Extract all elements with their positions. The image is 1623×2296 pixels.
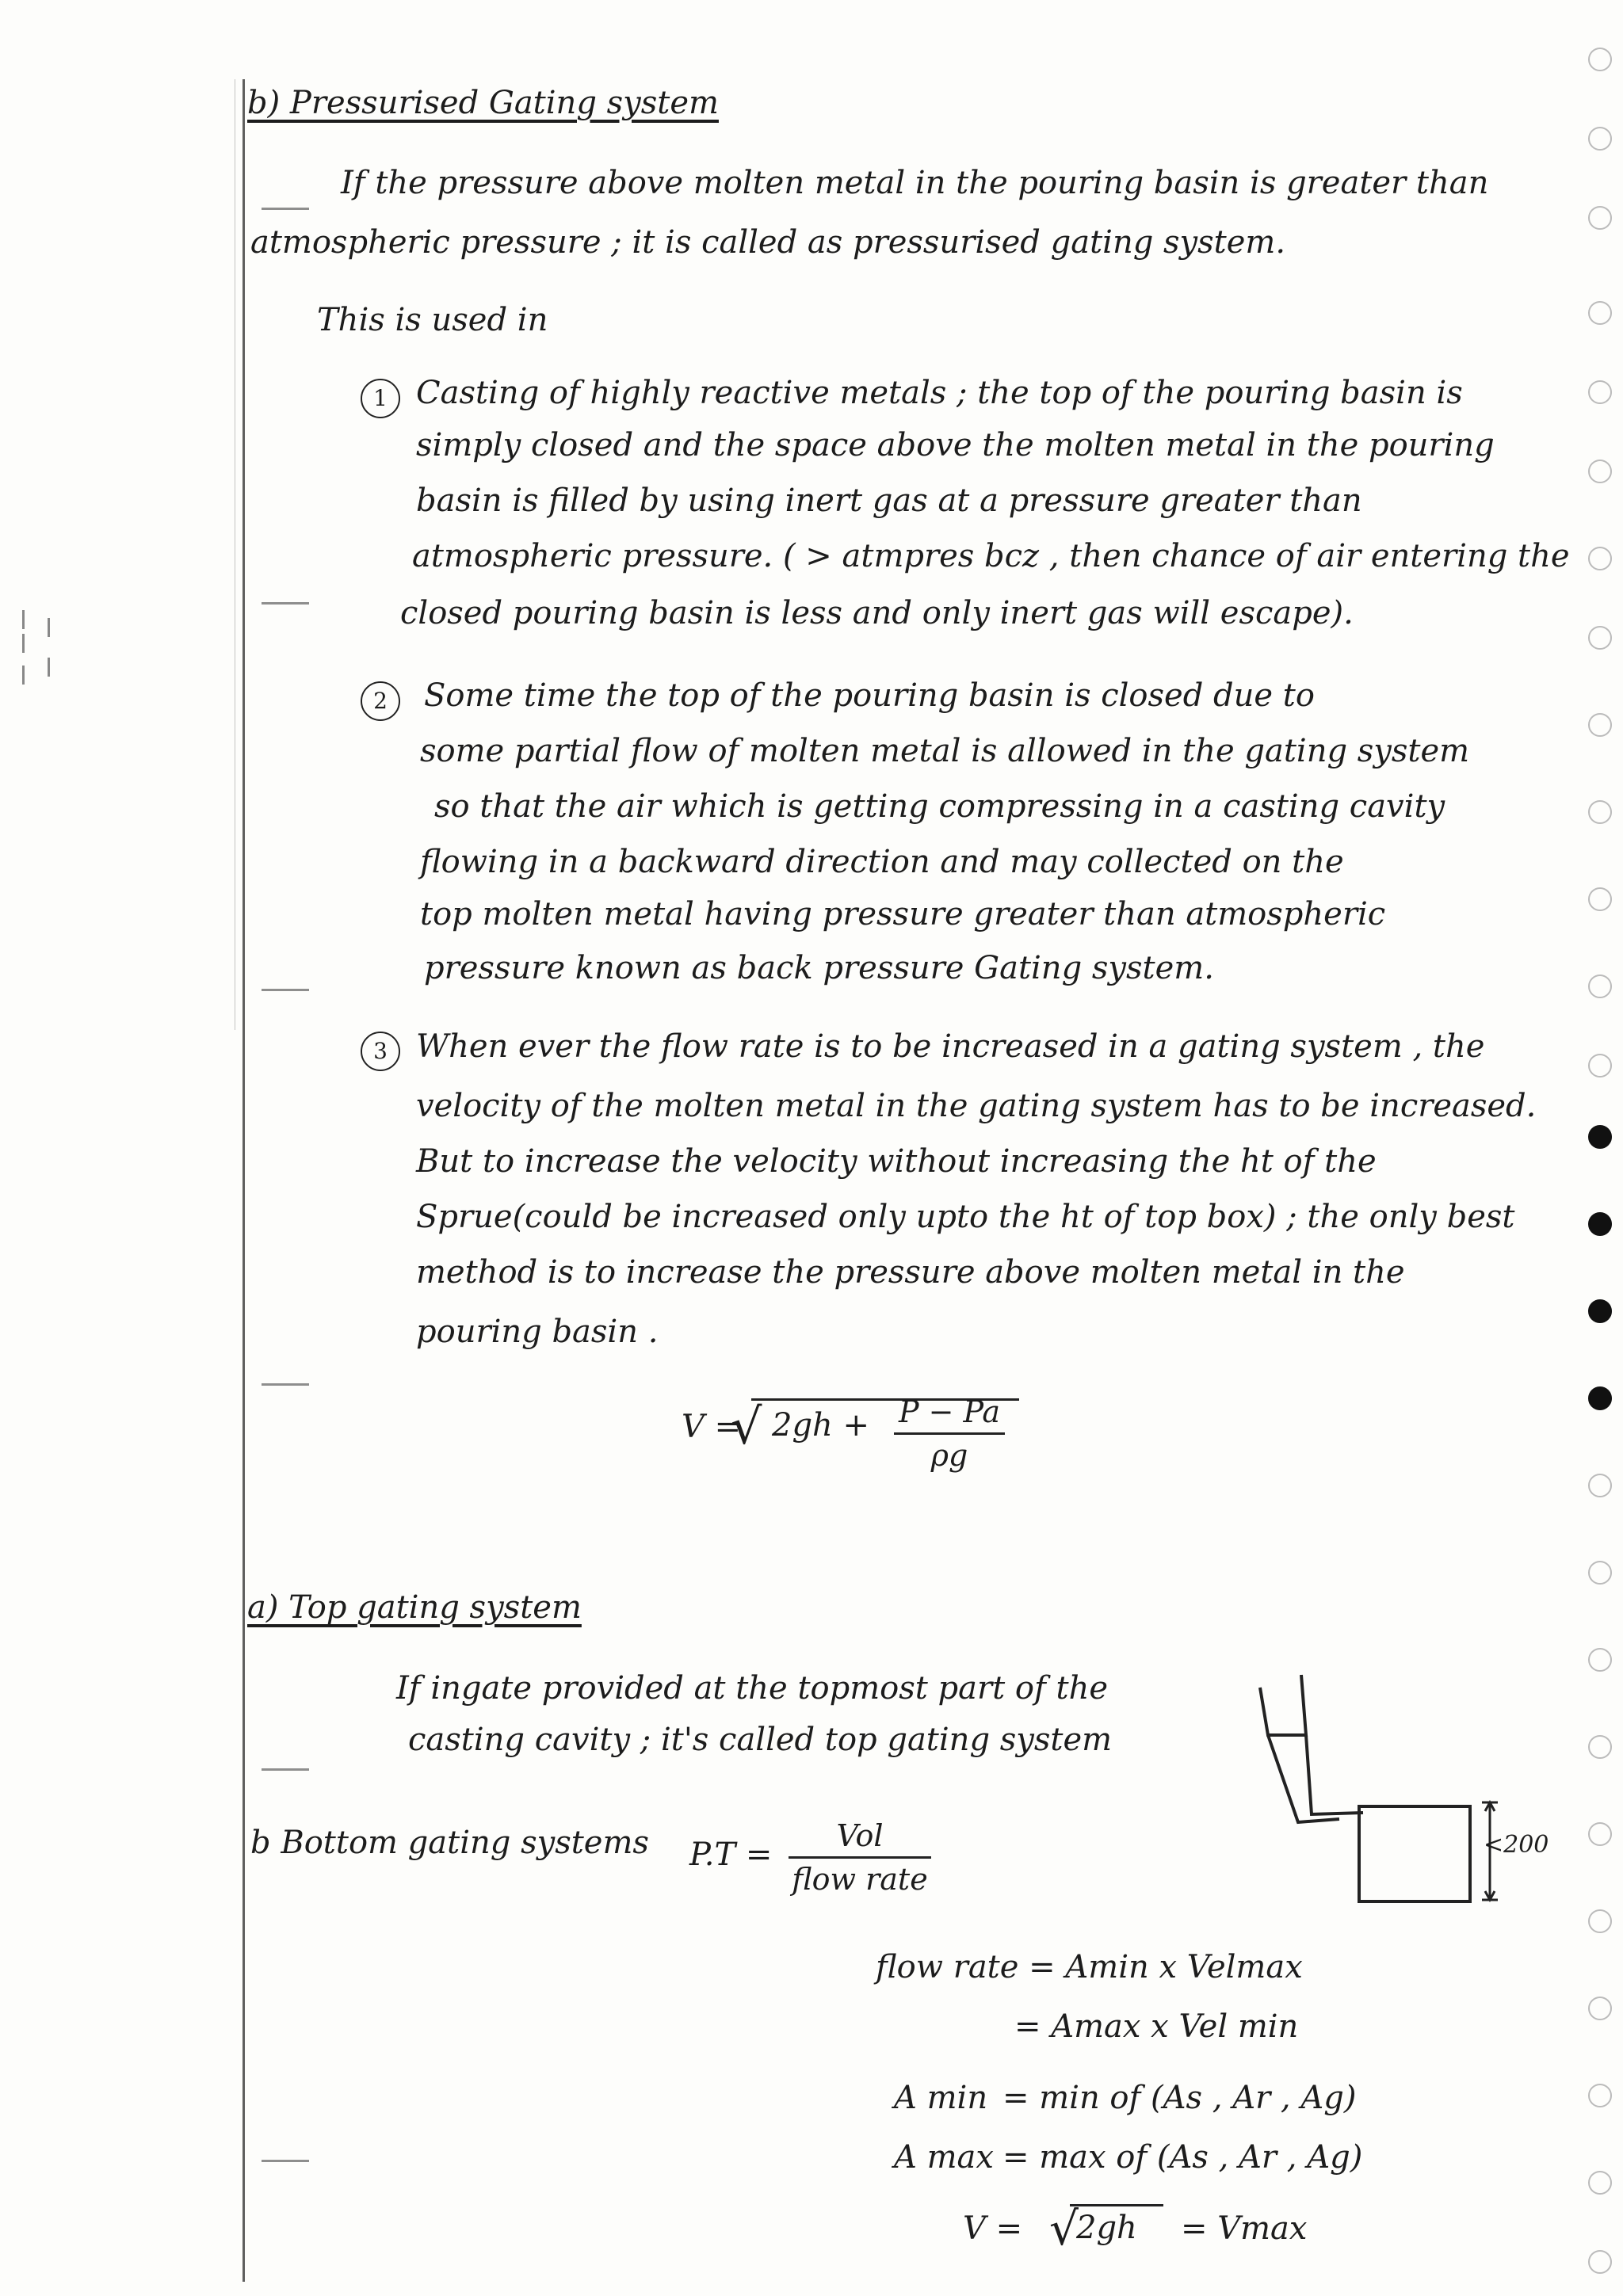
perforation-hole xyxy=(1588,1299,1612,1323)
text-line: top molten metal having pressure greater than atmospheric xyxy=(420,896,1386,933)
text-line: pressure known as back pressure Gating system. xyxy=(424,950,1214,986)
text-line: This is used in xyxy=(317,302,548,338)
equation-amin-rhs: = min of (As , Ar , Ag) xyxy=(1002,2080,1357,2116)
perforation-hole xyxy=(1588,974,1612,998)
perforation-hole xyxy=(1588,547,1612,570)
perforation-hole xyxy=(1588,206,1612,230)
perforation-hole xyxy=(1588,1997,1612,2020)
pt-numerator: Vol xyxy=(836,1818,884,1853)
perforation-hole xyxy=(1588,887,1612,911)
perforation-hole xyxy=(1588,2084,1612,2107)
equation-v-rhs: = Vmax xyxy=(1181,2210,1308,2247)
perforation-hole xyxy=(1588,301,1612,325)
equation-amax-rhs: = max of (As , Ar , Ag) xyxy=(1002,2139,1363,2176)
pt-denominator: flow rate xyxy=(792,1862,928,1897)
pouring-time-fraction xyxy=(789,1818,931,1897)
text-line: If the pressure above molten metal in the pouring basin is greater than xyxy=(341,165,1489,201)
equation-v-root: 2gh xyxy=(1076,2210,1137,2246)
heading-pressurised-gating: b) Pressurised Gating system xyxy=(247,85,719,121)
equation-v-lhs: V = xyxy=(963,2210,1023,2247)
perforation-hole xyxy=(1588,1054,1612,1077)
perforation-hole xyxy=(1588,626,1612,650)
scan-mark xyxy=(22,666,25,685)
scan-mark xyxy=(48,618,50,637)
fraction-bar xyxy=(894,1432,1005,1435)
equation-v-sqrt: √ 2gh xyxy=(1070,2204,1163,2249)
perforation-hole xyxy=(1588,460,1612,483)
text-line: Sprue(could be increased only upto the ht of top box) ; the only best xyxy=(416,1199,1515,1235)
perforation-hole xyxy=(1588,800,1612,824)
perforation-hole xyxy=(1588,2250,1612,2274)
perforation-hole xyxy=(1588,1822,1612,1846)
perforation-hole xyxy=(1588,1735,1612,1759)
text-line: Casting of highly reactive metals ; the top of the pouring basin is xyxy=(416,375,1463,411)
dimension-label: <200 xyxy=(1484,1831,1549,1859)
text-line: atmospheric pressure. ( > atmpres bcz , then chance of air entering the xyxy=(412,538,1570,574)
margin-tick xyxy=(262,602,309,616)
text-line: simply closed and the space above the molten metal in the pouring xyxy=(416,427,1495,463)
margin-tick xyxy=(262,2160,309,2173)
heading-bottom-gating: b Bottom gating systems xyxy=(250,1825,649,1861)
perforation-hole xyxy=(1588,713,1612,737)
formula-sqrt: √ 2gh + xyxy=(751,1398,1019,1451)
heading-top-gating: a) Top gating system xyxy=(247,1589,582,1626)
formula-denominator: ρg xyxy=(930,1438,968,1473)
formula-root-term: 2gh + xyxy=(772,1407,870,1444)
pouring-time-lhs: P.T = xyxy=(689,1836,773,1873)
text-line: If ingate provided at the topmost part of the xyxy=(396,1670,1109,1707)
equation-flow-rate-2: = Amax x Vel min xyxy=(1014,2008,1299,2045)
perforation-hole xyxy=(1588,1386,1612,1410)
text-line: pouring basin . xyxy=(416,1314,659,1350)
sprue-left-wall xyxy=(1268,1735,1339,1822)
point-number-badge: 2 xyxy=(361,681,400,721)
scan-mark xyxy=(22,634,25,653)
margin-tick xyxy=(262,989,309,1002)
equation-amax-lhs: A max xyxy=(894,2139,994,2176)
text-line: some partial flow of molten metal is allowed in the gating system xyxy=(420,733,1470,769)
perforation-hole xyxy=(1588,380,1612,404)
perforation-hole xyxy=(1588,2171,1612,2195)
scan-mark xyxy=(48,658,50,677)
text-line: casting cavity ; it's called top gating system xyxy=(408,1722,1113,1758)
margin-tick xyxy=(262,1383,309,1397)
text-line: basin is filled by using inert gas at a pressure greater than xyxy=(416,482,1362,519)
point-number-badge: 1 xyxy=(361,379,400,418)
perforation-hole xyxy=(1588,1561,1612,1585)
perforation-hole xyxy=(1588,1212,1612,1236)
perforation-hole xyxy=(1588,1125,1612,1149)
equation-flow-rate-1: flow rate = Amin x Velmax xyxy=(876,1949,1303,1985)
perforation-hole xyxy=(1588,1474,1612,1497)
top-gating-sketch xyxy=(1236,1672,1585,1909)
text-line: But to increase the velocity without increasing the ht of the xyxy=(416,1143,1377,1180)
formula-fraction xyxy=(894,1394,1005,1473)
perforation-hole xyxy=(1588,1648,1612,1672)
text-line: so that the air which is getting compressing in a casting cavity xyxy=(434,788,1445,825)
margin-tick xyxy=(262,1768,309,1782)
pouring-basin-outline xyxy=(1260,1675,1306,1735)
text-line: Some time the top of the pouring basin is closed due to xyxy=(424,677,1315,714)
text-line: flowing in a backward direction and may collected on the xyxy=(420,844,1344,880)
fraction-bar xyxy=(789,1856,931,1859)
formula-lhs: V = xyxy=(682,1409,742,1445)
mould-cavity xyxy=(1359,1806,1470,1901)
scan-mark xyxy=(22,610,25,629)
text-line: method is to increase the pressure above molten metal in the xyxy=(416,1254,1405,1291)
perforation-hole xyxy=(1588,48,1612,71)
text-line: closed pouring basin is less and only inert gas will escape). xyxy=(400,595,1354,631)
margin-line xyxy=(242,79,245,2282)
formula-numerator: P − Pa xyxy=(898,1394,1001,1429)
perforation-hole xyxy=(1588,127,1612,151)
text-line: velocity of the molten metal in the gating system has to be increased. xyxy=(416,1088,1537,1124)
point-number-badge: 3 xyxy=(361,1032,400,1071)
text-line: When ever the flow rate is to be increased in a gating system , the xyxy=(416,1028,1485,1065)
sprue-right-wall xyxy=(1306,1735,1363,1814)
equation-amin-lhs: A min xyxy=(894,2080,988,2116)
text-line: atmospheric pressure ; it is called as pressurised gating system. xyxy=(250,224,1286,261)
perforation-hole xyxy=(1588,1909,1612,1933)
margin-tick xyxy=(262,208,309,221)
